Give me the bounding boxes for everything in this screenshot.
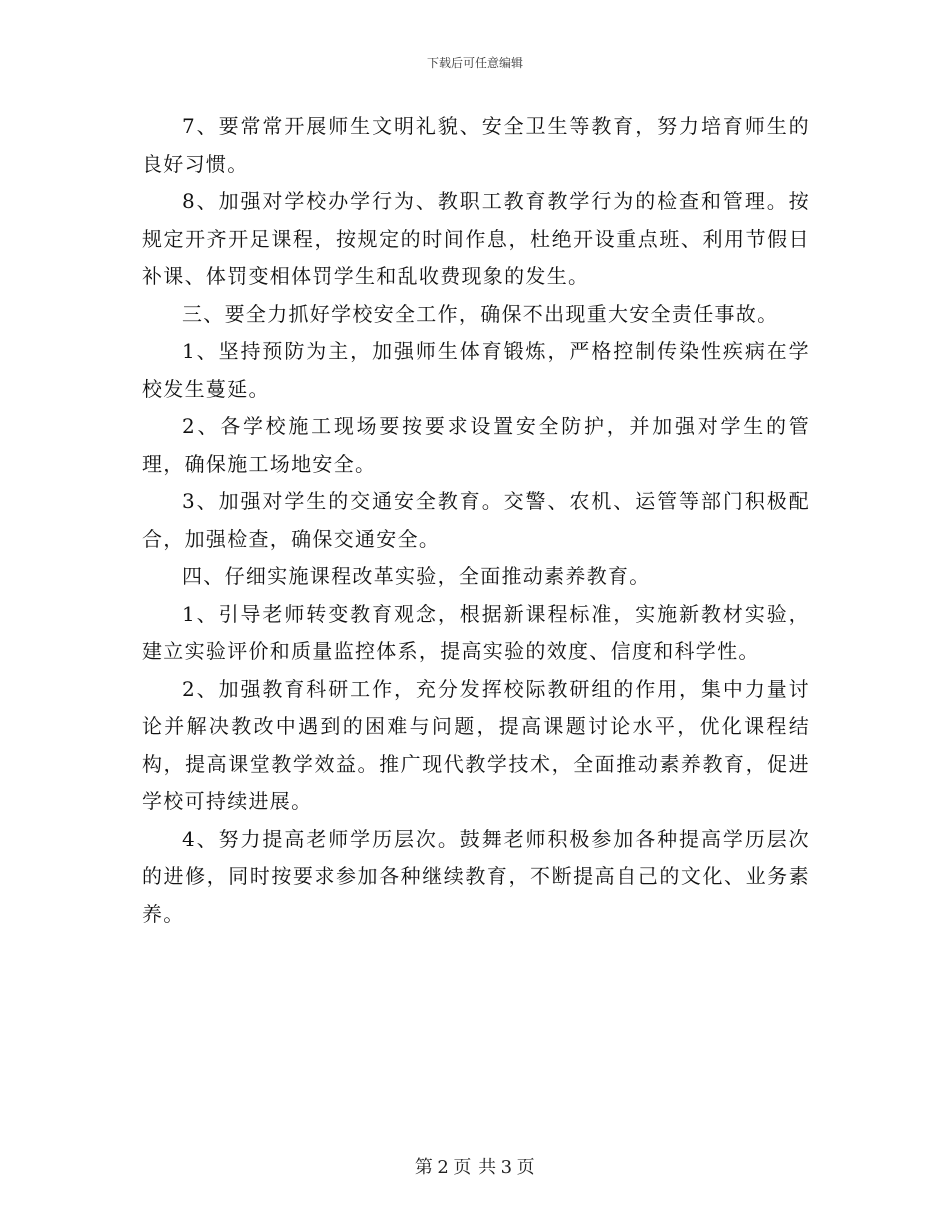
paragraph-safety-3: 3、加强对学生的交通安全教育。交警、农机、运管等部门积极配合，加强检查，确保交通安全。 xyxy=(142,489,810,551)
footer-middle: 页 共 xyxy=(453,1157,497,1178)
paragraph-item-8: 8、加强对学校办学行为、教职工教育教学行为的检查和管理。按规定开齐开足课程，按规定的时间作息，杜绝开设重点班、利用节假日补课、体罚变相体罚学生和乱收费现象的发生。 xyxy=(142,189,810,288)
paragraph-reform-1: 1、引导老师转变教育观念，根据新课程标准，实施新教材实验，建立实验评价和质量监控体系，提高实验的效度、信度和科学性。 xyxy=(142,601,810,663)
footer-total-pages: 3 xyxy=(500,1157,513,1178)
paragraph-reform-2: 2、加强教育科研工作，充分发挥校际教研组的作用，集中力量讨论并解决教改中遇到的困难与问题，提高课题讨论水平，优化课程结构，提高课堂教学效益。推广现代教学技术，全面推动素养教育，促进学校可持续进展。 xyxy=(142,676,810,813)
header-note: 下载后可任意编辑 xyxy=(426,56,523,70)
paragraph-item-7: 7、要常常开展师生文明礼貌、安全卫生等教育，努力培育师生的良好习惯。 xyxy=(142,114,810,176)
paragraph-reform-4: 4、努力提高老师学历层次。鼓舞老师积极参加各种提高学历层次的进修，同时按要求参加各种继续教育，不断提高自己的文化、业务素养。 xyxy=(142,826,810,926)
page-footer xyxy=(0,1153,950,1179)
section-heading-3: 三、要全力抓好学校安全工作，确保不出现重大安全责任事故。 xyxy=(182,301,779,326)
document-body xyxy=(142,108,810,933)
paragraph-safety-1: 1、坚持预防为主，加强师生体育锻炼，严格控制传染性疾病在学校发生蔓延。 xyxy=(142,339,810,401)
section-heading-4: 四、仔细实施课程改革实验，全面推动素养教育。 xyxy=(182,564,651,588)
footer-prefix: 第 xyxy=(414,1157,434,1178)
paragraph-safety-2: 2、各学校施工现场要按要求设置安全防护，并加强对学生的管理，确保施工场地安全。 xyxy=(142,414,810,476)
footer-suffix: 页 xyxy=(516,1157,536,1178)
footer-page-number: 2 xyxy=(437,1157,450,1178)
